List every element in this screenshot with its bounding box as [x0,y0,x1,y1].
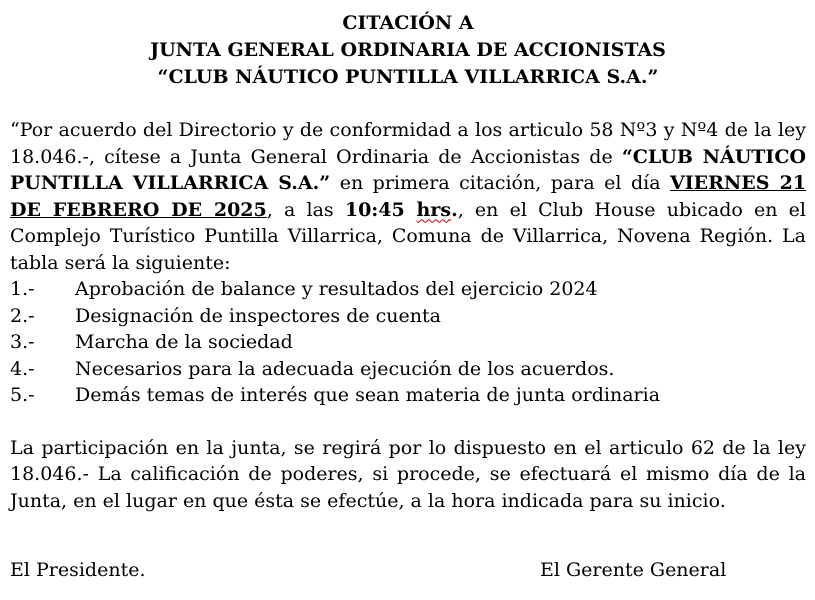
meeting-time-value: 10:45 [344,198,417,221]
intro-text-d: , en el Club House ubicado en el Complejo Turístico Puntilla Villarrica, Comuna de Villarrica, Novena Región. La tabla será la siguiente: [10,198,806,274]
agenda-item-number: 2.- [10,304,35,327]
meeting-time-unit: hrs [416,198,452,221]
agenda-item-text: Marcha de la sociedad [75,331,293,353]
document-page [10,10,806,514]
agenda-item-number: 4.- [10,357,35,380]
agenda-item-number: 5.- [10,384,35,406]
intro-text-b: en primera citación, para el día [330,172,671,194]
agenda-item [10,329,806,356]
closing-paragraph: La participación en la junta, se regirá por lo dispuesto en el articulo 62 de la ley 18.046.- La calificación de poderes, si procede, se efectuará el mismo día de la Junta, en el lugar en que ésta se efectúe, a la hora indicada para su inicio. [10,436,806,512]
agenda-item-text: Necesarios para la adecuada ejecución de los acuerdos. [75,357,615,380]
header-line-junta: JUNTA GENERAL ORDINARIA DE ACCIONISTAS [150,39,666,61]
meeting-time [345,199,458,221]
meeting-time-end: . [451,198,458,221]
document-header [10,10,806,91]
intro-text-a: “Por acuerdo del Directorio y de conformidad a los articulo 58 Nº3 y Nº4 de la ley 18.046.-, cítese a Junta General Ordinaria de Accionistas de [10,119,806,168]
intro-company-name: “CLUB NÁUTICO PUNTILLA VILLARRICA S.A.” [10,145,806,194]
meeting-date: VIERNES 21 DE FEBRERO DE 2025 [10,172,807,221]
intro-text-c: , a las [266,198,345,221]
header-line-company: “CLUB NÁUTICO PUNTILLA VILLARRICA S.A.” [157,66,659,88]
agenda-item-text: Designación de inspectores de cuenta [75,304,441,327]
agenda-item-number: 1.- [10,278,35,300]
signature-president: El Presidente. [10,559,146,581]
agenda-item [10,276,806,303]
header-line-citacion: CITACIÓN A [342,12,474,34]
agenda-item-text: Aprobación de balance y resultados del ejercicio 2024 [75,278,598,300]
agenda-item [10,382,806,409]
agenda-item-text: Demás temas de interés que sean materia de junta ordinaria [75,384,661,406]
agenda-list [10,276,806,409]
signature-general-manager: El Gerente General [540,559,727,581]
agenda-item-number: 3.- [10,331,35,353]
intro-paragraph [10,117,806,276]
agenda-item [10,356,806,383]
agenda-item [10,303,806,330]
